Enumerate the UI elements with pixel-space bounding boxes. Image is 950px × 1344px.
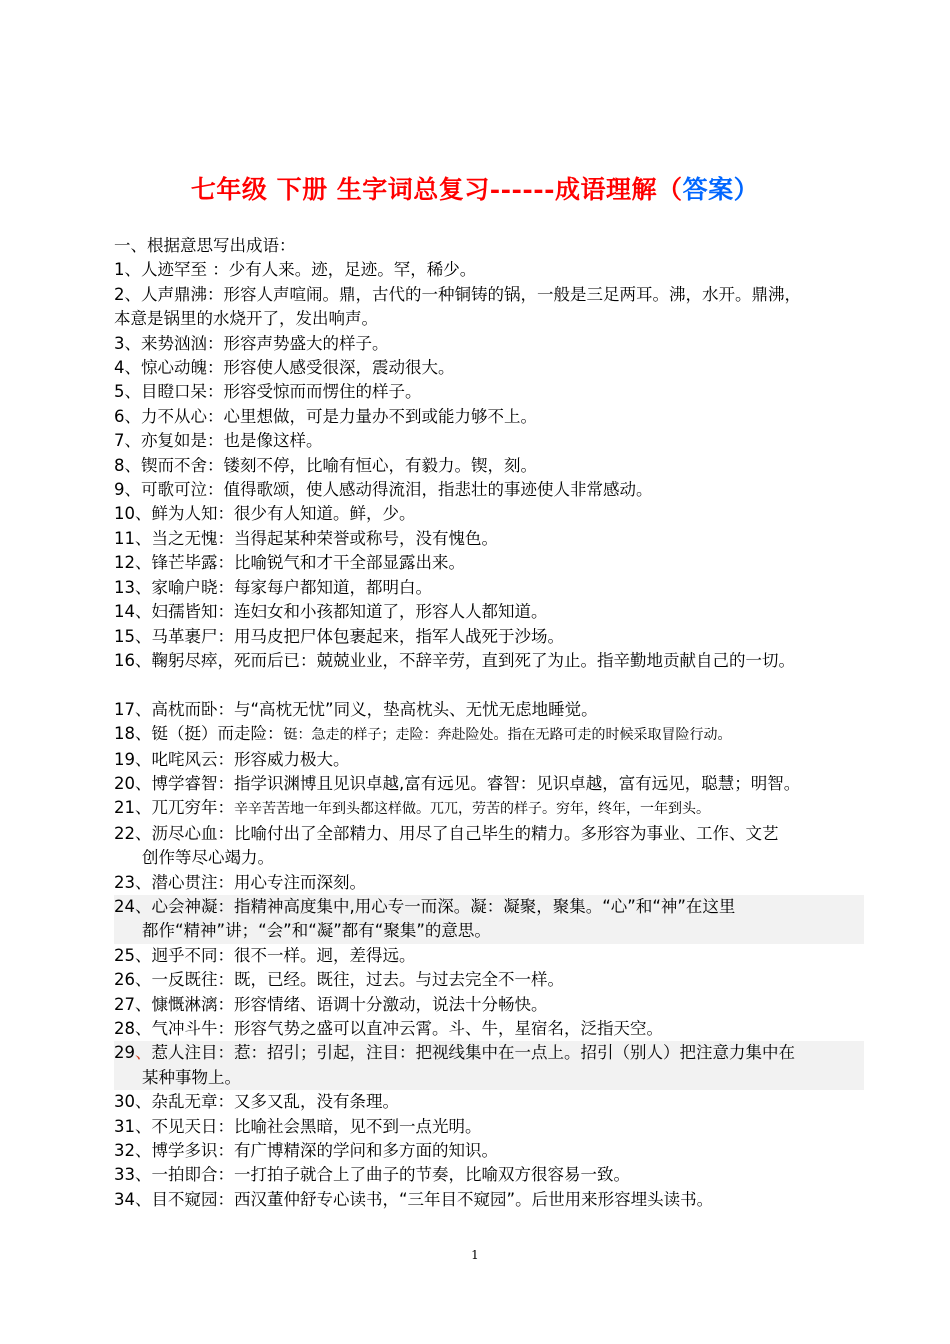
idiom-line: 23、潜心贯注：用心专注而深刻。 [114,872,366,892]
idiom-number-mark: 、 [135,1043,152,1063]
idiom-line-continued: 创作等尽心竭力。 [142,848,274,868]
idiom-line: 11、当之无愧：当得起某种荣誉或称号，没有愧色。 [114,528,498,548]
page-title [0,170,950,206]
document-body [114,234,864,1212]
section-heading: 一、根据意思写出成语： [114,236,296,255]
idiom-line: 8、锲而不舍：镂刻不停，比喻有恒心，有毅力。锲，刻。 [114,455,537,475]
idiom-line: 12、锋芒毕露：比喻锐气和才干全部显露出来。 [114,553,465,573]
idiom-explanation-small: 铤：急走的样子；走险：奔赴险处。指在无路可走的时候采取冒险行动。 [283,727,732,744]
idiom-line: 28、气冲斗牛：形容气势之盛可以直冲云霄。斗、牛，星宿名，泛指天空。 [114,1018,663,1038]
idiom-line: 31、不见天日：比喻社会黑暗，见不到一点光明。 [114,1116,482,1136]
title-text: 七年级 下册 生字词总复习------成语理解（ [190,175,683,204]
idiom-line: 16、鞠躬尽瘁，死而后已：兢兢业业，不辞辛劳，直到死了为止。指辛勤地贡献自己的一切。 [114,650,795,670]
idiom-line-continued: 本意是锅里的水烧开了，发出响声。 [114,309,378,329]
idiom-line: 25、迥乎不同：很不一样。迥，差得远。 [114,945,416,965]
idiom-line: 9、可歌可泣：值得歌颂，使人感动得流泪，指悲壮的事迹使人非常感动。 [114,480,653,500]
idiom-line: 32、博学多识：有广博精深的学问和多方面的知识。 [114,1141,498,1161]
idiom-line [114,722,864,747]
idiom-line: 4、惊心动魄：形容使人感受很深，震动很大。 [114,358,455,378]
idiom-line: 6、力不从心：心里想做，可是力量办不到或能力够不上。 [114,406,537,426]
idiom-line: 19、叱咤风云：形容威力极大。 [114,749,350,769]
idiom-line: 13、家喻户晓：每家每户都知道，都明白。 [114,577,432,597]
idiom-line: 22、沥尽心血：比喻付出了全部精力、用尽了自己毕生的精力。多形容为事业、工作、文艺 [114,823,779,843]
idiom-number: 29 [114,1043,135,1063]
page-number: 1 [471,1248,479,1262]
idiom-explanation-small: 辛辛苦苦地一年到头都这样做。兀兀，劳苦的样子。穷年，终年，一年到头。 [234,801,710,818]
idiom-line-continued: 某种事物上。 [114,1066,864,1090]
title-close-paren: ） [733,175,760,204]
idiom-line: 20、博学睿智：指学识渊博且见识卓越,富有远见。睿智：见识卓越，富有远见，聪慧；明智。 [114,773,801,793]
idiom-line: 1、人迹罕至 ：少有人来。迹，足迹。罕，稀少。 [114,260,477,280]
idiom-line: 30、杂乱无章：又多又乱，没有条理。 [114,1092,399,1112]
idiom-term: 18、铤（挺）而走险： [114,724,284,744]
idiom-text: 惹人注目：惹：招引；引起，注目：把视线集中在一点上。招引（别人）把注意力集中在 [151,1043,795,1063]
idiom-line: 7、亦复如是：也是像这样。 [114,431,323,451]
blank-line [114,673,864,697]
idiom-line: 24、心会神凝：指精神高度集中,用心专一而深。凝：凝聚，聚集。“心”和“神”在这里 [114,895,864,919]
idiom-line: 26、一反既往：既，已经。既往，过去。与过去完全不一样。 [114,970,564,990]
idiom-line: 15、马革裹尸：用马皮把尸体包裹起来，指军人战死于沙场。 [114,626,564,646]
idiom-line: 33、一拍即合：一打拍子就合上了曲子的节奏，比喻双方很容易一致。 [114,1165,630,1185]
idiom-term: 21、兀兀穷年： [114,798,234,818]
idiom-line: 3、来势汹汹：形容声势盛大的样子。 [114,333,389,353]
idiom-line: 14、妇孺皆知：连妇女和小孩都知道了，形容人人都知道。 [114,602,548,622]
idiom-line: 17、高枕而卧：与“高枕无忧”同义，垫高枕头、无忧无虑地睡觉。 [114,699,598,719]
idiom-line: 5、目瞪口呆：形容受惊而而愣住的样子。 [114,382,422,402]
idiom-line: 10、鲜为人知：很少有人知道。鲜，少。 [114,504,416,524]
idiom-line: 2、人声鼎沸：形容人声喧闹。鼎，古代的一种铜铸的锅，一般是三足两耳。沸，水开。鼎沸， [114,284,801,304]
idiom-line [114,796,864,821]
idiom-line: 34、目不窥园：西汉董仲舒专心读书，“三年目不窥园”。后世用来形容埋头读书。 [114,1189,714,1209]
title-answer-text: 答案 [682,175,734,204]
idiom-line [114,1041,864,1065]
idiom-line-continued: 都作“精神”讲；“会”和“凝”都有“聚集”的意思。 [114,919,864,943]
idiom-line: 27、慷慨淋漓：形容情绪、语调十分激动，说法十分畅快。 [114,994,548,1014]
